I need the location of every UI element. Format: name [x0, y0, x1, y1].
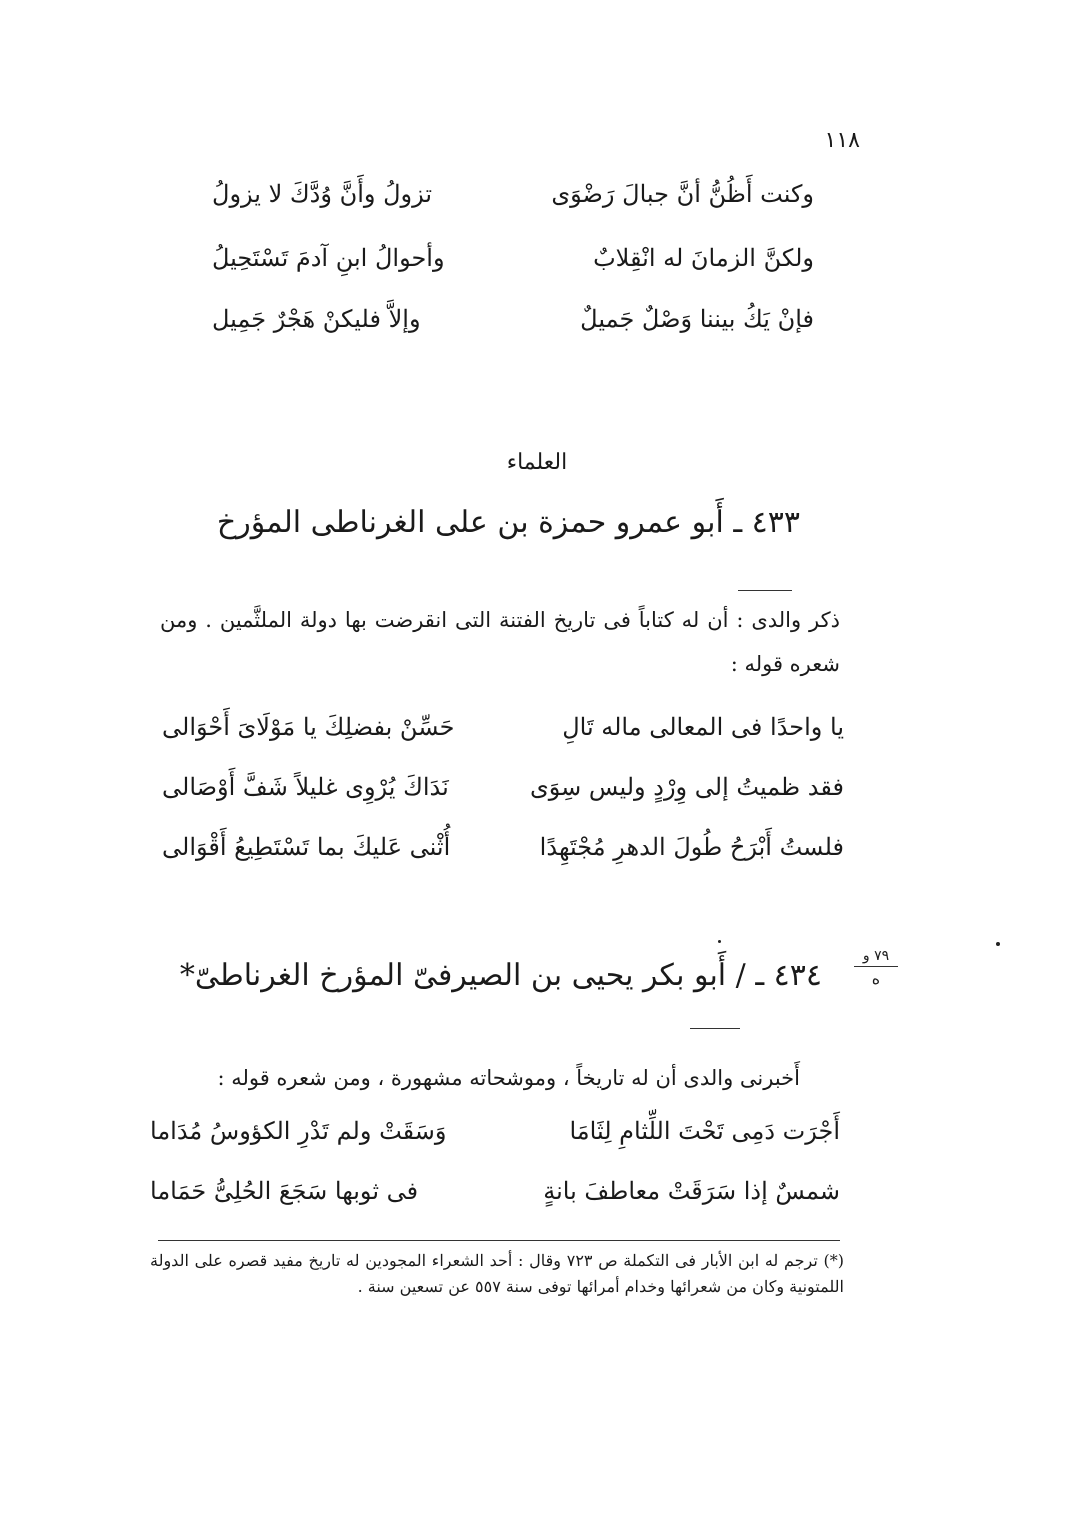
page-number: ١١٨	[824, 128, 860, 153]
verse-second-hemistich: فى ثوبها سَجَعَ الحُلِىُّ حَمَاما	[150, 1177, 419, 1205]
entry-title: ٤٣٣ ـ أَبو عمرو حمزة بن على الغرناطى المؤرخ	[216, 505, 800, 540]
verse-line	[212, 305, 814, 333]
verse-first-hemistich: فإنْ يَكُ بيننا وَصْلٌ جَميلٌ	[580, 305, 814, 333]
verse-line	[150, 1177, 840, 1205]
verse-second-hemistich: نَدَاكَ يُرْوِى غليلاً شَفَّ أَوْصَالى	[162, 773, 449, 801]
footnote-rule	[158, 1240, 840, 1241]
verse-first-hemistich: فقد ظميتُ إلى وِرْدٍ وليس سِوَى	[529, 773, 844, 801]
verse-second-hemistich: وأحوالُ ابنِ آدمَ تَسْتَحِيلُ	[212, 244, 445, 272]
scan-speck	[718, 940, 721, 943]
verse-first-hemistich: أَجْرَت دَمِى تَحْتَ اللِّثامِ لِثَامَا	[569, 1117, 840, 1145]
verse-line	[162, 833, 844, 861]
verse-line	[162, 773, 844, 801]
verse-second-hemistich: حَسِّنْ بفضلِكَ يا مَوْلَاىَ أَحْوَالى	[162, 713, 455, 741]
entry-title: ٤٣٤ ـ / أَبو بكر يحيى بن الصيرفىّ المؤرخ الغرناطىّ*	[179, 958, 822, 993]
entry-prose: أَخبرنى والدى أن له تاريخاً ، وموشحاته مشهورة ، ومن شعره قوله :	[217, 1066, 800, 1090]
entry-prose: ذكر والدى : أن له كتاباً فى تاريخ الفتنة التى انقرضت بها دولة الملثَّمين . ومن شعره قوله :	[160, 608, 840, 676]
verse-line	[212, 244, 814, 272]
verse-first-hemistich: شمسٌ إذا سَرَقَتْ معاطفَ بانةٍ	[543, 1177, 840, 1205]
folio-number: ٧٩ و	[854, 948, 898, 967]
title-rule	[690, 1028, 740, 1029]
scan-speck	[996, 942, 1000, 946]
verse-first-hemistich: وكنت أَظُنُّ أنَّ جبالَ رَضْوَى	[551, 180, 814, 208]
verse-second-hemistich: تزولُ وأَنَّ وُدَّكَ لا يزولُ	[212, 180, 433, 208]
verse-first-hemistich: يا واحدًا فى المعالى ماله تَالِ	[562, 713, 844, 741]
verse-line	[162, 713, 844, 741]
verse-first-hemistich: ولكنَّ الزمانَ له انْقِلابٌ	[593, 244, 814, 272]
folio-mark: ه	[871, 969, 881, 988]
section-heading: العلماء	[506, 450, 568, 475]
margin-folio-note	[854, 948, 898, 988]
verse-line	[212, 180, 814, 208]
title-rule	[738, 590, 792, 591]
verse-first-hemistich: فلستُ أَبْرَحُ طُولَ الدهرِ مُجْتَهِدًا	[539, 833, 844, 861]
footnote: (*) ترجم له ابن الأبار فى التكملة ص ٧٢٣ وقال : أحد الشعراء المجودين له تاريخ مفيد قصره على الدولة اللمتونية وكان من شعرائها وخدام أمرائها توفى سنة ٥٥٧ عن تسعين سنة .	[150, 1251, 844, 1296]
verse-second-hemistich: وَسَقَتْ ولم تَدْرِ الكؤوسُ مُدَاما	[150, 1117, 447, 1145]
verse-second-hemistich: وإلاَّ فليكنْ هَجْرٌ جَمِيل	[212, 305, 421, 333]
verse-line	[150, 1117, 840, 1145]
verse-second-hemistich: أُثْنى عَليكَ بما تَسْتَطِيعُ أَقْوَالى	[162, 833, 451, 861]
